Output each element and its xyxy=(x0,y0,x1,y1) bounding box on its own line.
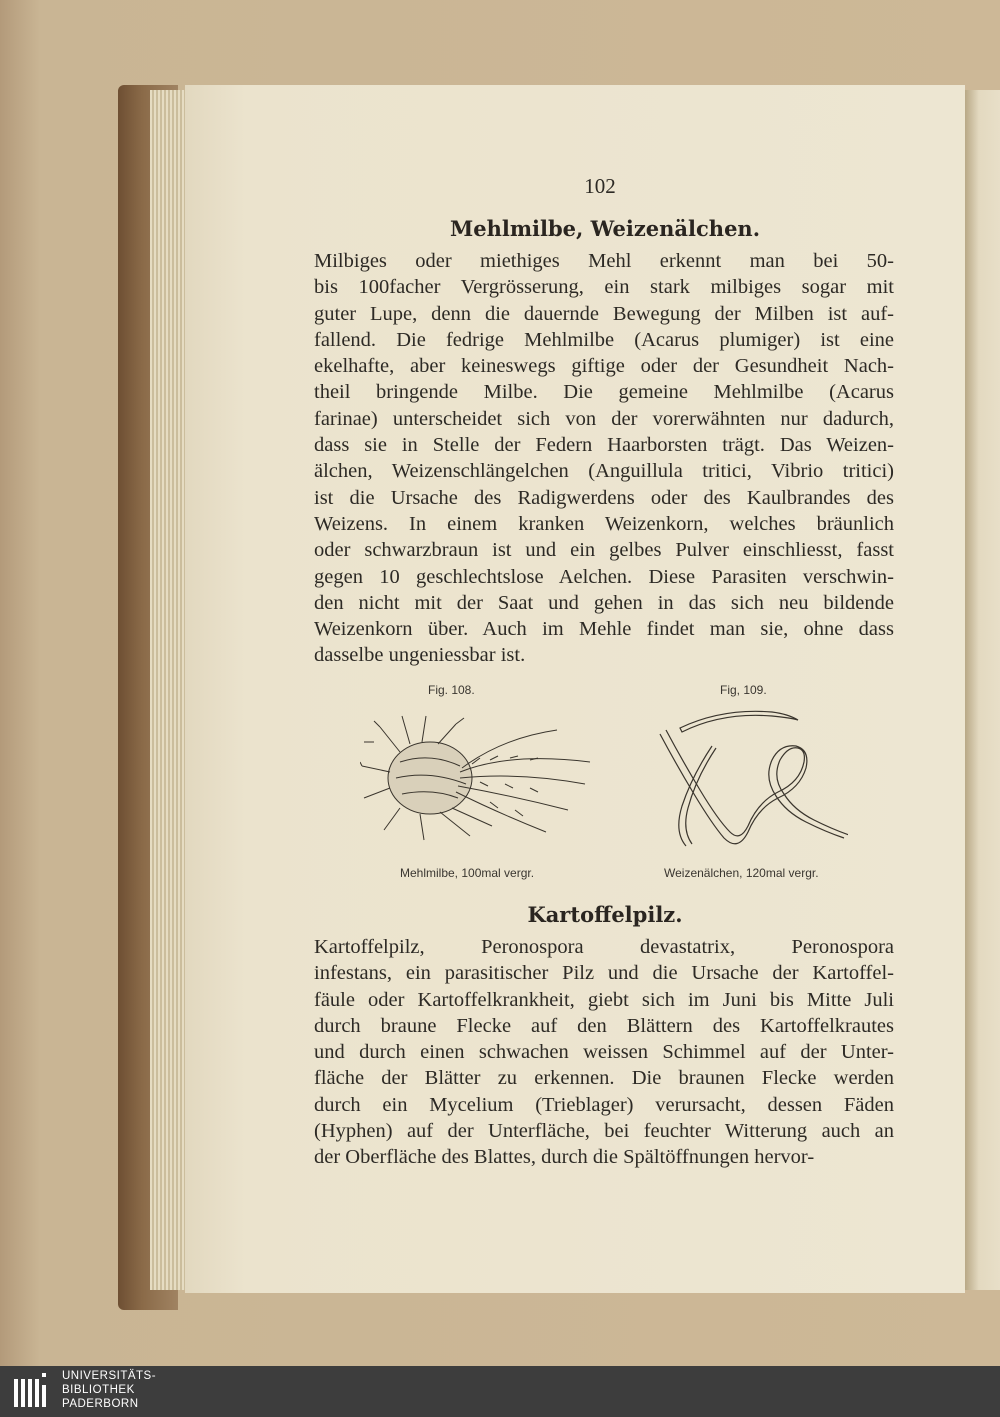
figure-109-caption: Weizenälchen, 120mal vergr. xyxy=(664,866,819,880)
text-line: den nicht mit der Saat und gehen in das sich neu bildende xyxy=(314,591,894,614)
text-line: oder schwarzbraun ist und ein gelbes Pulver einschliesst, fasst xyxy=(314,539,894,562)
text-line: guter Lupe, denn die dauernde Bewegung der Milben ist auf- xyxy=(314,302,894,325)
section-heading-mehlmilbe: Mehlmilbe, Weizenälchen. xyxy=(449,216,761,241)
library-logo-text xyxy=(62,1369,156,1411)
figure-109-label: Fig, 109. xyxy=(720,683,767,697)
library-footer-bar xyxy=(0,1366,1000,1417)
paragraph-mehlmilbe xyxy=(314,248,894,669)
text-line: gegen 10 geschlechtslose Aelchen. Diese Parasiten verschwin- xyxy=(314,565,894,588)
mite-illustration xyxy=(360,712,600,844)
paragraph-kartoffelpilz xyxy=(314,934,894,1171)
text-line: Weizenkorn über. Auch im Mehle findet man sie, ohne dass xyxy=(314,618,894,641)
text-line: ekelhafte, aber keineswegs giftige oder der Gesundheit Nach- xyxy=(314,355,894,378)
text-line: theil bringende Milbe. Die gemeine Mehlmilbe (Acarus xyxy=(314,381,894,404)
text-line: durch ein Mycelium (Trieblager) verursacht, dessen Fäden xyxy=(314,1093,894,1116)
next-page-edge xyxy=(965,90,1000,1290)
text-line: durch braune Flecke auf den Blättern des Kartoffelkrautes xyxy=(314,1014,894,1037)
text-line: Kartoffelpilz, Peronospora devastatrix, Peronospora xyxy=(314,936,894,958)
text-line: fläche der Blätter zu erkennen. Die braunen Flecke werden xyxy=(314,1067,894,1090)
text-line: dass sie in Stelle der Federn Haarborsten trägt. Das Weizen- xyxy=(314,434,894,457)
text-line: und durch einen schwachen weissen Schimmel auf der Unter- xyxy=(314,1041,894,1064)
section-heading-kartoffelpilz: Kartoffelpilz. xyxy=(527,902,683,927)
library-name-line2: BIBLIOTHEK xyxy=(62,1384,135,1396)
nematode-illustration xyxy=(652,706,848,858)
text-line: (Hyphen) auf der Unterfläche, bei feuchter Witterung auch an xyxy=(314,1120,894,1143)
text-line: Weizens. In einem kranken Weizenkorn, welches bräunlich xyxy=(314,512,894,535)
figure-108-caption: Mehlmilbe, 100mal vergr. xyxy=(400,866,535,880)
page-number: 102 xyxy=(584,174,616,198)
text-line: Milbiges oder miethiges Mehl erkennt man bei 50- xyxy=(314,250,894,272)
text-line: ist die Ursache des Radigwerdens oder des Kaulbrandes des xyxy=(314,486,894,509)
text-line: fallend. Die fedrige Mehlmilbe (Acarus plumiger) ist eine xyxy=(314,328,894,351)
library-name-line3: PADERBORN xyxy=(62,1398,139,1410)
text-line: der Oberfläche des Blattes, durch die Spältöffnungen hervor- xyxy=(314,1146,815,1169)
library-name-line1: UNIVERSITÄTS- xyxy=(62,1370,157,1382)
figure-108-label: Fig. 108. xyxy=(428,683,475,697)
text-line: dasselbe ungeniessbar ist. xyxy=(314,644,526,667)
text-line: farinae) unterscheidet sich von der vorerwähnten nur dadurch, xyxy=(314,407,894,430)
text-line: bis 100facher Vergrösserung, ein stark milbiges sogar mit xyxy=(314,276,894,299)
library-logo-icon xyxy=(14,1373,52,1411)
text-line: fäule oder Kartoffelkrankheit, giebt sich im Juni bis Mitte Juli xyxy=(314,988,894,1011)
page-edges xyxy=(150,90,190,1290)
text-line: infestans, ein parasitischer Pilz und die Ursache der Kartoffel- xyxy=(314,962,894,985)
text-line: älchen, Weizenschlängelchen (Anguillula tritici, Vibrio tritici) xyxy=(314,460,894,483)
